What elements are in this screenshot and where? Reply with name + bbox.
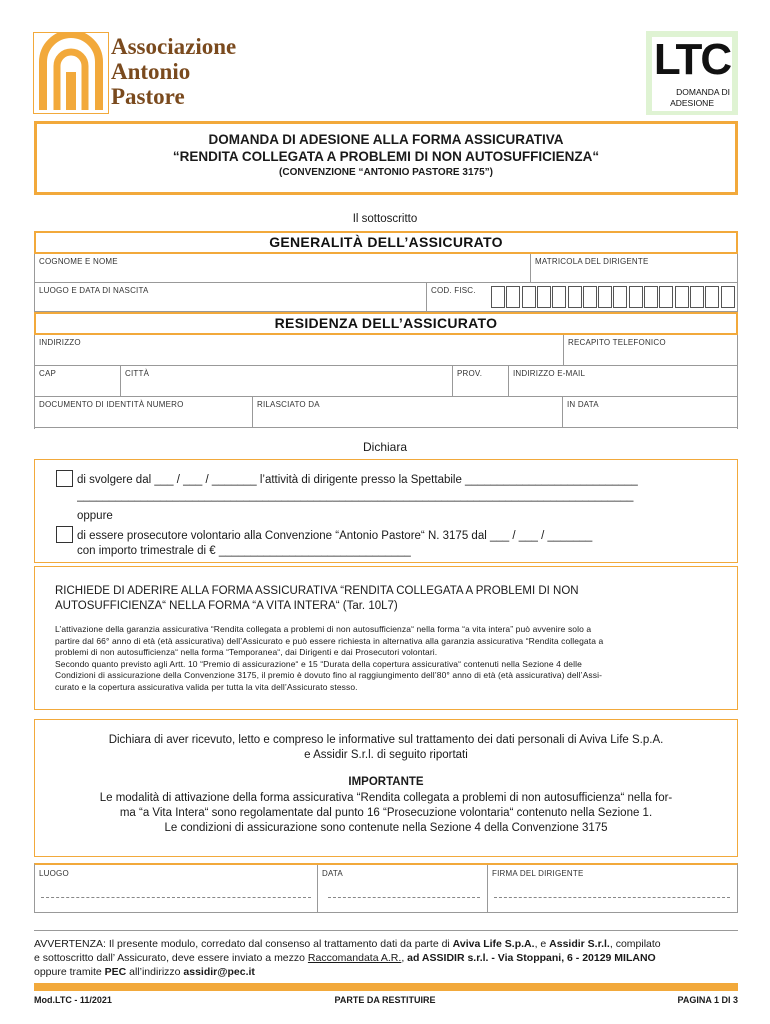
footer-pagina: PAGINA 1 DI 3 xyxy=(677,995,738,1005)
cod-fisc-char-box[interactable] xyxy=(537,286,551,308)
importante-heading: IMPORTANTE xyxy=(348,776,424,788)
logo-text-line3: Pastore xyxy=(111,84,185,109)
avvertenza-p2: , e xyxy=(534,938,550,950)
option2-line2: con importo trimestrale di € ______________________________ xyxy=(77,545,411,557)
cod-fisc-char-box[interactable] xyxy=(568,286,582,308)
matricola-field[interactable] xyxy=(531,254,738,283)
cognome-label: COGNOME E NOME xyxy=(39,257,118,266)
oppure-label: oppure xyxy=(77,510,113,522)
avvertenza-divider xyxy=(34,930,738,931)
page-title-line1: DOMANDA DI ADESIONE ALLA FORMA ASSICURATIVA xyxy=(208,132,564,147)
cod-fisc-char-box[interactable] xyxy=(659,286,673,308)
richiede-box xyxy=(34,566,738,710)
option1-line1: di svolgere dal ___ / ___ / _______ l’attività di dirigente presso la Spettabile ___________________________ xyxy=(77,474,638,486)
avvertenza-p1: AVVERTENZA: Il presente modulo, corredato dal consenso al trattamento dati da parte di xyxy=(34,938,453,950)
richiede-line2: AUTOSUFFICIENZA“ NELLA FORMA “A VITA INTERA“ (Tar. 10L7) xyxy=(55,600,398,612)
richiede-body-line: Secondo quanto previsto agli Artt. 10 “Premio di assicurazione“ e 15 “Durata della copertura assicurativa“ contenuti nella Sezione 4 delle xyxy=(55,658,582,669)
ltc-caption-line2: ADESIONE xyxy=(670,98,714,108)
logo-text-line1: Associazione xyxy=(111,34,237,59)
richiede-line1: RICHIEDE DI ADERIRE ALLA FORMA ASSICURATIVA “RENDITA COLLEGATA A PROBLEMI DI NON xyxy=(55,585,579,597)
dichiara-box xyxy=(34,459,738,563)
prov-field[interactable] xyxy=(453,366,509,397)
email-field[interactable] xyxy=(509,366,738,397)
citta-field[interactable] xyxy=(121,366,453,397)
cognome-field[interactable] xyxy=(35,254,531,283)
privacy-line1: Dichiara di aver ricevuto, letto e compreso le informative sul trattamento dei dati personali di Aviva Life S.p.A. xyxy=(108,734,664,746)
cod-fisc-char-box[interactable] xyxy=(644,286,658,308)
cod-fisc-char-box[interactable] xyxy=(491,286,505,308)
in-data-label: IN DATA xyxy=(567,400,599,409)
privacy-line2: e Assidir S.r.l. di seguito riportati xyxy=(304,749,468,761)
logo-text-line2: Antonio xyxy=(111,59,191,84)
association-logo xyxy=(33,32,237,114)
option2-checkbox[interactable] xyxy=(56,526,73,543)
luogo-data-field[interactable] xyxy=(35,283,427,312)
cap-field[interactable] xyxy=(35,366,121,397)
rilasciato-field[interactable] xyxy=(253,397,563,428)
dichiara-heading: Dichiara xyxy=(362,440,407,454)
avvertenza-p7: all’indirizzo xyxy=(126,966,184,978)
documento-label: DOCUMENTO DI IDENTITÀ NUMERO xyxy=(39,400,184,409)
cod-fisc-char-box[interactable] xyxy=(690,286,704,308)
richiede-body-line: partire dal 66° anno di età (età assicurativa) dell’Assicurato e può essere richiesta in alternativa alla garanzia assicurativa “Rendita collegata a xyxy=(55,635,604,646)
richiede-body-line: L’attivazione della garanzia assicurativa “Rendita collegata a problemi di non autosufficienza“ nella forma “a vita intera” può avvenire solo a xyxy=(55,624,592,634)
assidir-name: Assidir S.r.l. xyxy=(549,938,610,950)
firma-field[interactable] xyxy=(487,865,737,913)
privacy-box xyxy=(34,719,738,857)
importante-line2: ma “a Vita Intera“ sono regolamentate dal punto 16 “Prosecuzione volontaria“ contenuto nella Sezione 1. xyxy=(119,807,653,819)
footer-mod: Mod.LTC - 11/2021 xyxy=(34,995,112,1005)
page-subtitle: (CONVENZIONE “ANTONIO PASTORE 3175”) xyxy=(279,167,493,178)
cod-fisc-char-box[interactable] xyxy=(629,286,643,308)
ltc-badge-title: LTC xyxy=(653,35,731,84)
generalita-header xyxy=(34,231,738,254)
email-label: INDIRIZZO E-MAIL xyxy=(513,369,586,378)
pec-email-link[interactable]: assidir@pec.it xyxy=(183,966,255,978)
footer-bar xyxy=(34,983,738,991)
option1-line2: _______________________________________________________________________________________ xyxy=(77,490,634,502)
generalita-grid xyxy=(34,254,738,314)
luogo-field[interactable] xyxy=(35,865,317,913)
assidir-address: ad ASSIDIR s.r.l. - Via Stoppani, 6 - 20129 MILANO xyxy=(407,952,656,964)
sottoscritto-label: Il sottoscritto xyxy=(352,213,418,225)
in-data-field[interactable] xyxy=(563,397,738,428)
richiede-body-line: problemi di non autosufficienza“ nella forma “Temporanea“, dai Dirigenti e dai Prosecutori volontari. xyxy=(55,647,438,657)
residenza-header xyxy=(34,312,738,335)
title-box xyxy=(34,121,738,195)
cod-fisc-char-box[interactable] xyxy=(613,286,627,308)
indirizzo-field[interactable] xyxy=(35,335,564,366)
avvertenza-p4: e sottoscritto dall’ Assicurato, deve essere inviato a mezzo xyxy=(34,952,308,964)
recapito-label: RECAPITO TELEFONICO xyxy=(568,338,666,347)
avvertenza-p3: , compilato xyxy=(609,938,661,950)
cod-fisc-label: COD. FISC. xyxy=(431,286,476,295)
page-title-line2: “RENDITA COLLEGATA A PROBLEMI DI NON AUTOSUFFICIENZA“ xyxy=(172,149,600,164)
rilasciato-label: RILASCIATO DA xyxy=(257,400,320,409)
richiede-body xyxy=(55,624,735,693)
data-field[interactable] xyxy=(317,865,487,913)
avvertenza-p6: oppure tramite xyxy=(34,966,105,978)
cod-fisc-char-box[interactable] xyxy=(522,286,536,308)
prov-label: PROV. xyxy=(457,369,483,378)
documento-field[interactable] xyxy=(35,397,253,428)
cod-fisc-char-box[interactable] xyxy=(721,286,735,308)
matricola-label: MATRICOLA DEL DIRIGENTE xyxy=(535,257,649,266)
option1-checkbox[interactable] xyxy=(56,470,73,487)
luogo-data-label: LUOGO E DATA DI NASCITA xyxy=(39,286,149,295)
association-logo-mark-icon xyxy=(33,32,109,114)
data-label: DATA xyxy=(322,869,343,878)
option2-line1: di essere prosecutore volontario alla Convenzione “Antonio Pastore“ N. 3175 dal ___ / ___ / _______ xyxy=(77,530,593,542)
luogo-label: LUOGO xyxy=(39,869,69,878)
richiede-body-line: Condizioni di assicurazione della Convenzione 3175, il premio è dovuto fino al raggiungimento dell’80° anno di età (età assicurativa) dell’Assi- xyxy=(55,670,602,680)
richiede-body-line: curato e la copertura assicurativa valida per tutta la vita dell’Assicurato stesso. xyxy=(55,681,358,692)
pec-label: PEC xyxy=(104,966,127,978)
cod-fisc-field[interactable] xyxy=(427,283,738,312)
cod-fisc-char-box[interactable] xyxy=(675,286,689,308)
cod-fisc-char-box[interactable] xyxy=(506,286,520,308)
importante-line1: Le modalità di attivazione della forma assicurativa “Rendita collegata a problemi di non autosufficienza“ nella for- xyxy=(99,792,673,804)
cod-fisc-char-box[interactable] xyxy=(598,286,612,308)
generalita-title: GENERALITÀ DELL’ASSICURATO xyxy=(269,234,503,250)
aviva-name: Aviva Life S.p.A. xyxy=(452,938,535,950)
cod-fisc-char-box[interactable] xyxy=(583,286,597,308)
indirizzo-label: INDIRIZZO xyxy=(39,338,81,347)
avvertenza-text xyxy=(34,937,738,979)
recapito-field[interactable] xyxy=(564,335,738,366)
ltc-badge xyxy=(646,31,738,115)
raccomandata-label: Raccomandata A.R. xyxy=(307,952,402,964)
citta-label: CITTÀ xyxy=(125,369,150,378)
importante-line3: Le condizioni di assicurazione sono contenute nella Sezione 4 della Convenzione 3175 xyxy=(164,822,608,834)
avvertenza-p5: , xyxy=(401,952,408,964)
residenza-title: RESIDENZA DELL’ASSICURATO xyxy=(274,315,498,331)
residenza-grid xyxy=(34,335,738,429)
cod-fisc-char-box[interactable] xyxy=(552,286,566,308)
firma-label: FIRMA DEL DIRIGENTE xyxy=(492,869,584,878)
cod-fisc-char-box[interactable] xyxy=(705,286,719,308)
footer-restituire: PARTE DA RESTITUIRE xyxy=(334,995,436,1005)
cap-label: CAP xyxy=(39,369,57,378)
ltc-caption-line1: DOMANDA DI xyxy=(676,87,730,97)
signature-row xyxy=(34,863,738,913)
